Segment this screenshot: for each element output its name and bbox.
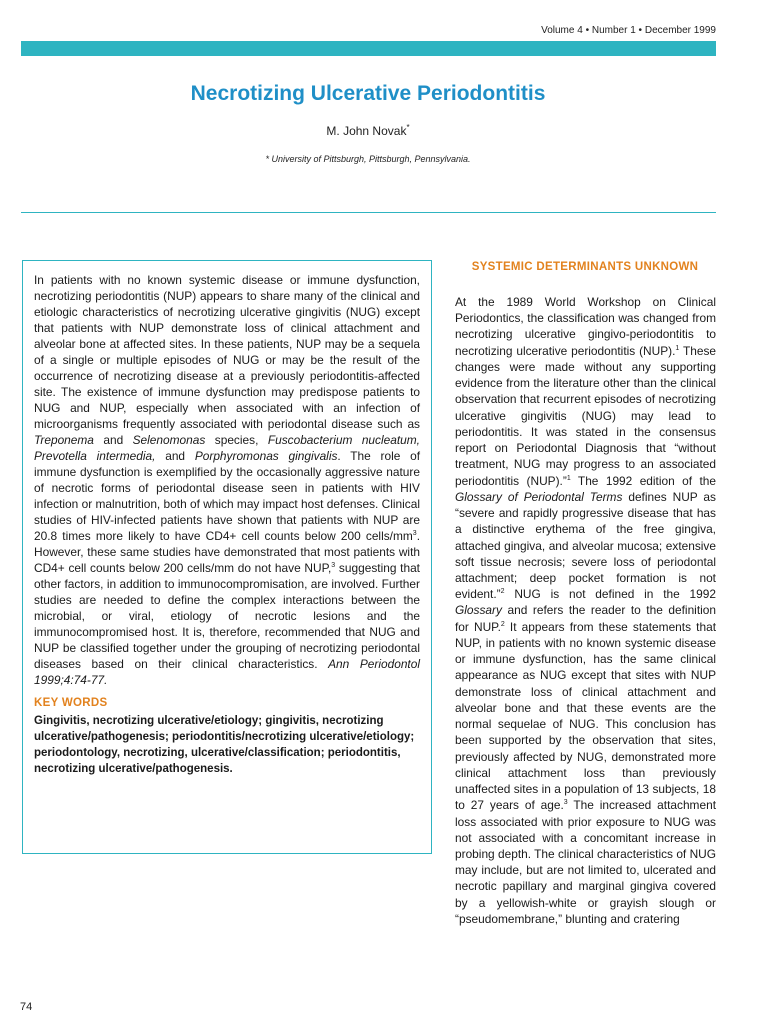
issue-info: [541, 25, 716, 36]
section-heading: SYSTEMIC DETERMINANTS UNKNOWN: [471, 261, 699, 273]
species-name: Fuscobacterium nucleatum, Prevotella intermedia,: [34, 433, 420, 463]
author-footnote-mark: *: [406, 123, 410, 132]
number-label: Number 1: [591, 25, 636, 36]
reference-mark: 2: [500, 620, 505, 628]
reference-mark: 1: [566, 474, 571, 482]
article-title: Necrotizing Ulcerative Periodontitis: [190, 82, 546, 105]
author-name: M. John Novak: [326, 124, 407, 138]
reference-mark: 3: [331, 562, 336, 570]
species-name: Selenomonas: [132, 433, 206, 447]
glossary-title: Glossary of Periodontal Terms: [455, 489, 623, 504]
reference-mark: 3: [563, 799, 568, 807]
page-number: 74: [20, 1001, 33, 1013]
abstract-box: [22, 260, 432, 854]
reference-mark: 3: [412, 530, 417, 538]
author-line: [0, 123, 736, 138]
abstract-text: In patients with no known systemic disease or immune dysfunction, necrotizing periodontitis (NUP) appears to share many of the clinical and etiologic characteristics of necrotizing ulcerative gingivitis (NUG) except that patients with NUP demonstrate loss of clinical attachment and alveolar bone at affected sites. In these patients, NUP may be a sequela of a single or multiple episodes of NUG or may be the result of the occurrence of necrotizing disease at a previously periodontitis-affected site. The existence of immune dysfunction may predispose patients to NUG and NUP, especially when associated with an infection of microorganisms frequently associated with periodontal disease such as Treponema and Selenomonas species, Fuscobacterium nucleatum, Prevotella intermedia, and Porphyromonas gingivalis. The role of immune dysfunction is exemplified by the occasionally aggressive nature of necrotic forms of periodontal disease seen in patients with HIV infection or malnutrition, both of which may impact host defenses. Clinical studies of HIV-infected patients have shown that patients with NUP are 20.8 times more likely to have CD4+ cell counts below 200 cells/mm$^3$. However, these same studies have demonstrated that most patients with CD4+ cell counts below 200 cells/mm do not have NUP,$^3$ suggesting that other factors, in addition to immunocompromisation, are involved. Further studies are needed to define the complex interactions between the microbial, or viral, etiology of necrotic lesions and the immunocompromised host. It is, therefore, recommended that NUG and NUP be classified together under the grouping of necrotizing periodontal diseases based on their clinical characteristics. Ann Periodontol 1999;4:74-77.: [34, 273, 421, 687]
date-label: December 1999: [644, 25, 716, 36]
keywords-heading: KEY WORDS: [34, 697, 108, 709]
header-divider: [21, 212, 716, 213]
volume-label: Volume 4: [541, 25, 583, 36]
separator: •: [585, 25, 590, 36]
reference-mark: 1: [675, 344, 680, 352]
body-text: At the 1989 World Workshop on Clinical Periodontics, the classification was changed from necrotizing ulcerative gingivo-periodontitis to necrotizing ulcerative periodontitis (NUP).$^1$ These changes were made without any supporting evidence from the literature other than the clinical observation that recurrent episodes of necrotizing ulcerative gingivitis (NUG) may lead to periodontitis. It was stated in the consensus report on Periodontal Diagnosis that “without treatment, NUG may progress to an associated periodontitis (NUP).”$^1$ The 1992 edition of the Glossary of Periodontal Terms defines NUP as “severe and rapidly progressive disease that has a distinctive erythema of the free gingiva, attached gingiva, and alveolar mucosa; extensive soft tissue necrosis; severe loss of periodontal attachment; deep pocket formation is not evident.”$^2$ NUG is not defined in the 1992 Glossary and refers the reader to the definition for NUP.$^2$ It appears from these statements that NUP, in patients with no known systemic disease or immune dysfunction, has the same clinical appearance as NUG except that sites with NUP demonstrate loss of clinical attachment and alveolar bone and that these events are the normal sequelae of NUG. This conclusion has been supported by the observation that sites, previously affected by NUG, demonstrated more clinical attachment loss than previously unaffected sites in a population of 13 subjects, 18 to 27 years of age.$^3$ The increased attachment loss associated with prior exposure to NUG was not associated with a concomitant increase in probing depth. The clinical characteristics of NUG may include, but are not limited to, ulcerated and necrotic papillary and marginal gingiva covered by a yellowish-white or grayish slough or “pseudomembrane,” blunting and cratering: [455, 295, 716, 926]
reference-mark: 2: [500, 588, 505, 596]
abstract-citation: Ann Periodontol 1999;4:74-77.: [34, 657, 420, 687]
glossary-title: Glossary: [455, 603, 502, 618]
separator: •: [638, 25, 643, 36]
author-affiliation: * University of Pittsburgh, Pittsburgh, Pennsylvania.: [265, 154, 471, 164]
species-name: Treponema: [34, 433, 94, 447]
header-accent-bar: [21, 41, 716, 56]
keywords-text: Gingivitis, necrotizing ulcerative/etiology; gingivitis, necrotizing ulcerative/pathogenesis; periodontitis/necrotizing ulcerative/etiology; periodontology, necrotizing, ulcerative/classification; periodontitis, necrotizing ulcerative/pathogenesis.: [34, 715, 415, 775]
species-name: Porphyromonas gingivalis: [194, 449, 338, 463]
